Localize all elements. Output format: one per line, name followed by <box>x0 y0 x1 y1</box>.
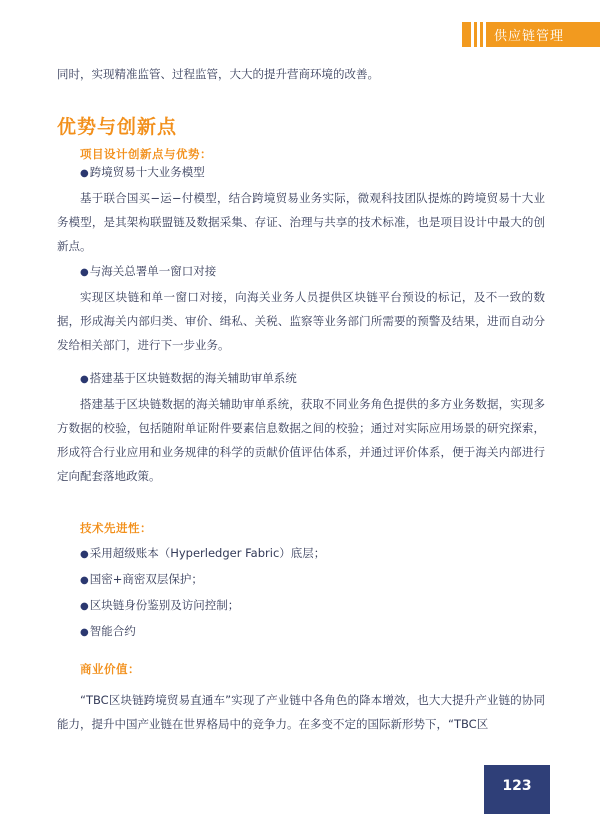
design-item-1-title: ●跨境贸易十大业务模型 <box>80 165 205 179</box>
design-item-1 <box>57 160 545 258</box>
bullet-icon: ● <box>80 549 89 560</box>
design-item-2 <box>57 259 545 357</box>
business-value-block <box>57 661 545 677</box>
business-paragraph <box>57 688 545 736</box>
header-section-badge <box>462 22 600 47</box>
tech-item: ●国密+商密双层保护； <box>80 572 203 586</box>
tech-item: ●区块链身份鉴别及访问控制； <box>80 598 240 612</box>
tech-item: ●智能合约 <box>80 624 136 638</box>
design-item-1-text: 基于联合国买−运−付模型，结合跨境贸易业务实际，微观科技团队提炼的跨境贸易十大业务模型，是其架构联盟链及数据采集、存证、治理与共享的技术标准，也是项目设计中最大的创新点。 <box>57 191 545 253</box>
page-number-badge <box>484 765 550 814</box>
business-text: “TBC区块链跨境贸易直通车”实现了产业链中各角色的降本增效，也大大提升产业链的协同能力，提升中国产业链在世界格局中的竞争力。在多变不定的国际新形势下，“TBC区 <box>57 693 545 731</box>
bullet-icon: ● <box>80 168 89 179</box>
tech-list <box>57 541 545 645</box>
header-section-label: 供应链管理 <box>494 29 565 44</box>
tech-heading: 技术先进性： <box>80 521 152 535</box>
tech-advantages-block <box>57 520 545 536</box>
design-item-2-title: ●与海关总署单一窗口对接 <box>80 264 217 278</box>
header-stripes-decoration <box>471 22 486 47</box>
bullet-icon: ● <box>80 575 89 586</box>
design-item-3-text: 搭建基于区块链数据的海关辅助审单系统，获取不同业务角色提供的多方业务数据，实现多方数据的校验，包括随附单证附件要素信息数据之间的校验；通过对实际应用场景的研究探索，形成符合行业应用和业务规律的科学的贡献价值评估体系，并通过评价体系，便于海关内部进行定向配套落地政策。 <box>57 397 545 483</box>
business-heading: 商业价值： <box>80 662 140 676</box>
bullet-icon: ● <box>80 374 89 385</box>
bullet-icon: ● <box>80 627 89 638</box>
design-item-3-title: ●搭建基于区块链数据的海关辅助审单系统 <box>80 371 297 385</box>
bullet-icon: ● <box>80 601 89 612</box>
design-item-3 <box>57 366 545 488</box>
design-heading: 项目设计创新点与优势： <box>80 147 212 161</box>
section-title: 优势与创新点 <box>57 116 178 138</box>
tech-item: ●采用超级账本（Hyperledger Fabric）底层； <box>80 546 326 560</box>
design-item-2-text: 实现区块链和单一窗口对接，向海关业务人员提供区块链平台预设的标记，及不一致的数据，形成海关内部归类、审价、缉私、关税、监察等业务部门所需要的预警及结果，进而自动分发给相关部门，进行下一步业务。 <box>57 290 545 352</box>
page-number: 123 <box>502 777 532 794</box>
section-heading-block <box>57 112 545 139</box>
bullet-icon: ● <box>80 267 89 278</box>
intro-line: 同时，实现精准监管、过程监管，大大的提升营商环境的改善。 <box>57 67 379 81</box>
intro-paragraph <box>57 62 545 86</box>
